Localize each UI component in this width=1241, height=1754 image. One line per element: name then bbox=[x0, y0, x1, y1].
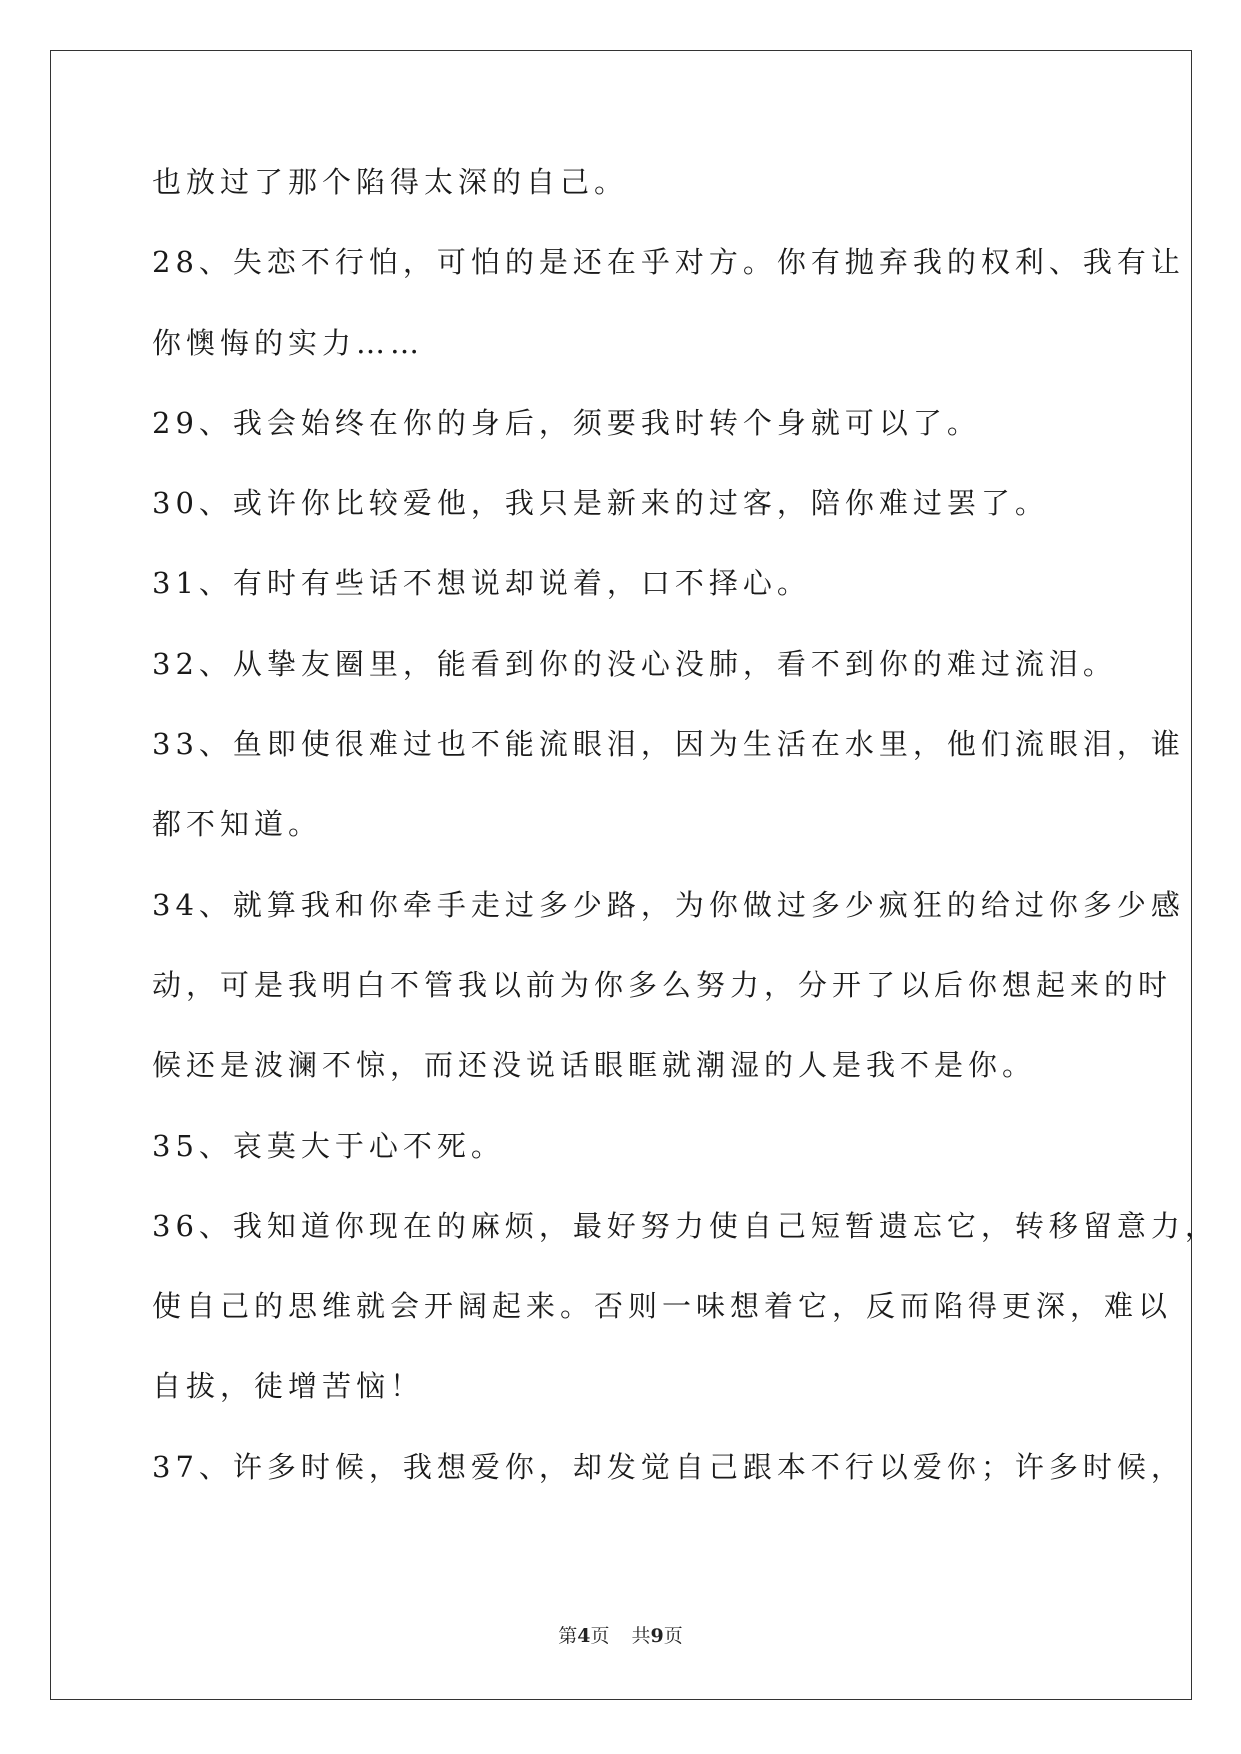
page-suffix: 页 bbox=[590, 1625, 610, 1647]
text-line: 35、哀莫大于心不死。 bbox=[152, 1128, 505, 1163]
text-line: 也放过了那个陷得太深的自己。 bbox=[152, 165, 629, 199]
text-line: 36、我知道你现在的麻烦，最好努力使自己短暂遗忘它，转移留意力， bbox=[152, 1208, 1219, 1243]
text-line: 37、许多时候，我想爱你，却发觉自己跟本不行以爱你；许多时候， bbox=[152, 1449, 1185, 1484]
text-line: 动，可是我明白不管我以前为你多么努力，分开了以后你想起来的时 bbox=[152, 967, 1173, 1002]
text-line: 33、鱼即使很难过也不能流眼泪，因为生活在水里，他们流眼泪，谁 bbox=[152, 727, 1185, 762]
text-line: 你懊悔的实力…… bbox=[152, 325, 425, 360]
text-line: 候还是波澜不惊，而还没说话眼眶就潮湿的人是我不是你。 bbox=[152, 1048, 1037, 1083]
text-line: 32、从挚友圈里，能看到你的没心没肺，看不到你的难过流泪。 bbox=[152, 646, 1117, 681]
text-line: 34、就算我和你牵手走过多少路，为你做过多少疯狂的给过你多少感 bbox=[152, 887, 1185, 922]
page-prefix: 第 bbox=[558, 1625, 578, 1647]
current-page-number: 4 bbox=[577, 1625, 591, 1647]
text-line: 29、我会始终在你的身后，须要我时转个身就可以了。 bbox=[152, 405, 981, 440]
page-number-footer bbox=[0, 1621, 1241, 1648]
text-line: 自拔，徒增苦恼！ bbox=[152, 1369, 425, 1404]
total-page-number: 9 bbox=[650, 1625, 664, 1647]
document-body bbox=[152, 165, 1219, 1533]
total-prefix: 共 bbox=[631, 1625, 651, 1647]
text-line: 使自己的思维就会开阔起来。否则一味想着它，反而陷得更深，难以 bbox=[152, 1289, 1173, 1324]
text-line: 30、或许你比较爱他，我只是新来的过客，陪你难过罢了。 bbox=[152, 486, 1049, 521]
total-suffix: 页 bbox=[663, 1625, 683, 1647]
text-line: 都不知道。 bbox=[152, 807, 323, 842]
text-line: 28、失恋不行怕，可怕的是还在乎对方。你有抛弃我的权利、我有让 bbox=[152, 245, 1185, 280]
text-line: 31、有时有些话不想说却说着，口不择心。 bbox=[152, 566, 811, 601]
